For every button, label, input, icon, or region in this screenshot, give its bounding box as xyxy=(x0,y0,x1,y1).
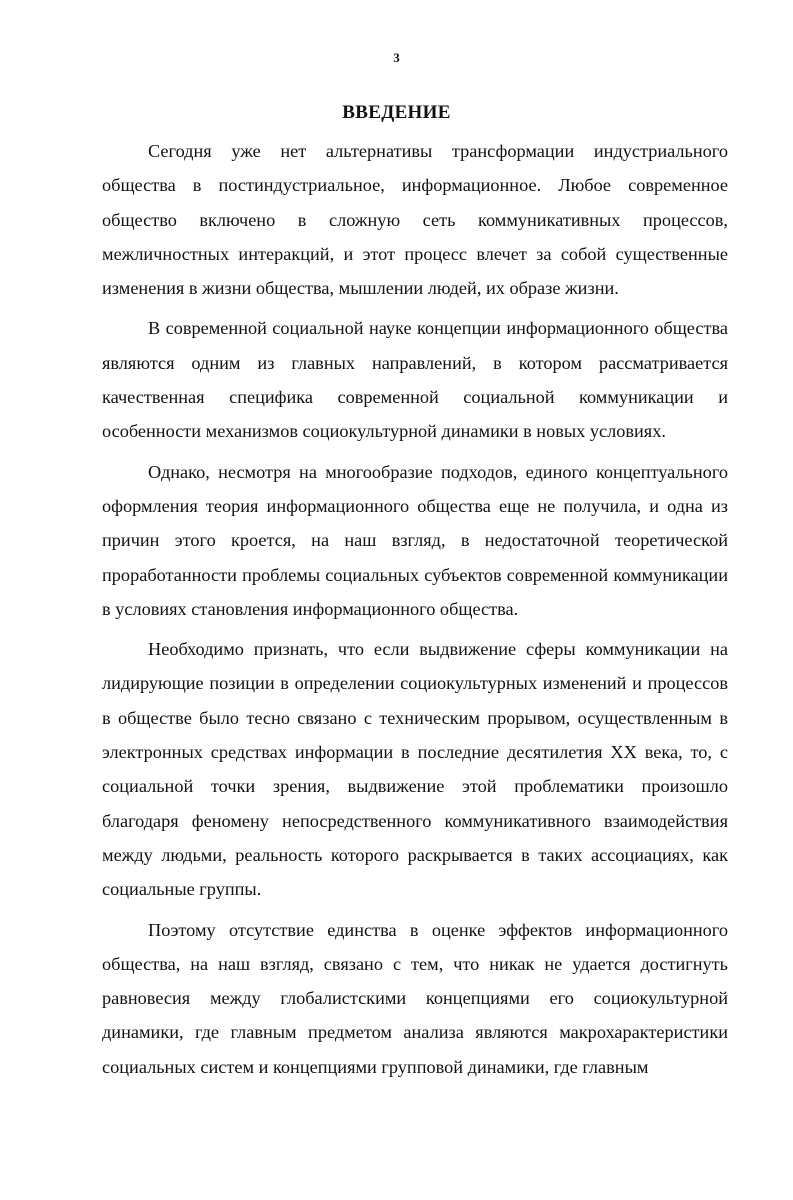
paragraph-4: Необходимо признать, что если выдвижение сферы коммуникации на лидирующие позиции в определении социокультурных изменений и процессов в обществе было тесно связано с техническим прорывом, осуществленным в электронных средствах информации в последние десятилетия XX века, то, с социальной точки зрения, выдвижение этой проблематики произошло благодаря феномену непосредственного коммуникативного взаимодействия между людьми, реальность которого раскрывается в таких ассоциациях, как социальные группы. xyxy=(102,639,728,900)
body-text xyxy=(102,134,728,1090)
paragraph-1: Сегодня уже нет альтернативы трансформации индустриального общества в постиндустриальное, информационное. Любое современное общество включено в сложную сеть коммуникативных процессов, межличностных интеракций, и этот процесс влечет за собой существенные изменения в жизни общества, мышлении людей, их образе жизни. xyxy=(102,141,728,299)
paragraph-3: Однако, несмотря на многообразие подходов, единого концептуального оформления теория информационного общества еще не получила, и одна из причин этого кроется, на наш взгляд, в недостаточной теоретической проработанности проблемы социальных субъектов современной коммуникации в условиях становления информационного общества. xyxy=(102,461,728,619)
section-title: ВВЕДЕНИЕ xyxy=(342,102,451,123)
page-number: 3 xyxy=(393,50,400,65)
paragraph-5: Поэтому отсутствие единства в оценке эффектов информационного общества, на наш взгляд, связано с тем, что никак не удается достигнуть равновесия между глобалистскими концепциями его социокультурной динамики, где главным предметом анализа являются макрохарактеристики социальных систем и концепциями групповой динамики, где главным xyxy=(102,919,728,1077)
paragraph-2: В современной социальной науке концепции информационного общества являются одним из главных направлений, в котором рассматривается качественная специфика современной социальной коммуникации и особенности механизмов социокультурной динамики в новых условиях. xyxy=(102,318,728,442)
